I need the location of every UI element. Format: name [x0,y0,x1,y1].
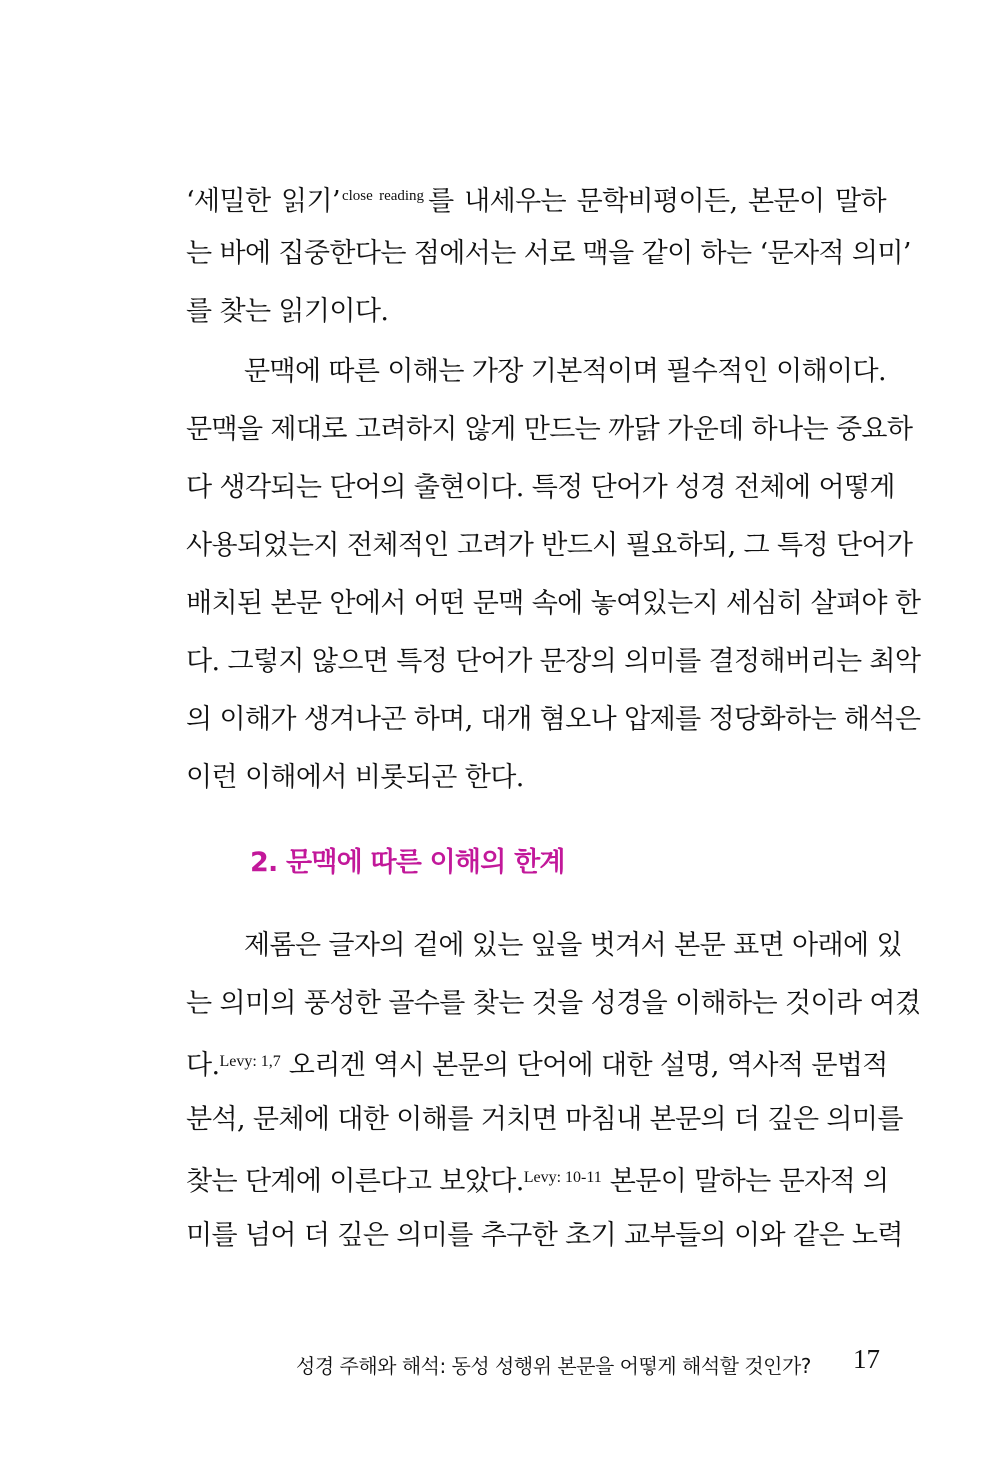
text-line: 다. 그렇지 않으면 특정 단어가 문장의 의미를 결정해버리는 최악 [186,646,921,677]
citation-levy-1-7: Levy: 1,7 [219,1053,281,1070]
text-fragment: 찾는 단계에 이른다고 보았다. [186,1166,524,1197]
paragraph-jerome-origen [186,917,921,1265]
inline-annotation: close reading [341,188,425,204]
text-line: 다 생각되는 단어의 출현이다. 특정 단어가 성경 전체에 어떻게 [186,472,895,503]
text-line: 사용되었는지 전체적인 고려가 반드시 필요하되, 그 특정 단어가 [186,530,913,561]
paragraph-context-understanding [186,343,921,807]
paragraph-close-reading [186,167,911,341]
text-line: 문맥에 따른 이해는 가장 기본적이며 필수적인 이해이다. [244,356,886,387]
text-line: 는 의미의 풍성한 골수를 찾는 것을 성경을 이해하는 것이라 여겼 [186,988,921,1019]
text-fragment: ‘세밀한 읽기’ [186,186,340,217]
text-line [186,167,886,225]
text-line: 이런 이해에서 비롯되곤 한다. [186,762,524,793]
text-line: 분석, 문체에 대한 이해를 거치면 마침내 본문의 더 깊은 의미를 [186,1104,903,1135]
page-footer [296,1346,886,1380]
text-line: 의 이해가 생겨나곤 하며, 대개 혐오나 압제를 정당화하는 해석은 [186,704,921,735]
text-line: 배치된 본문 안에서 어떤 문맥 속에 놓여있는지 세심히 살펴야 한 [186,588,921,619]
text-fragment: 오리겐 역시 본문의 단어에 대한 설명, 역사적 문법적 [288,1050,888,1081]
text-line [186,1033,886,1091]
text-line: 는 바에 집중한다는 점에서는 서로 맥을 같이 하는 ‘문자적 의미’ [186,238,911,269]
text-fragment: 를 내세우는 문학비평이든, 본문이 말하 [428,186,886,217]
text-fragment: 본문이 말하는 문자적 의 [609,1166,889,1197]
text-line: 미를 넘어 더 깊은 의미를 추구한 초기 교부들의 이와 같은 노력 [186,1220,903,1251]
text-fragment: 다. [186,1050,220,1081]
text-line: 를 찾는 읽기이다. [186,296,389,327]
running-title: 성경 주해와 해석: 동성 성행위 본문을 어떻게 해석할 것인가? [296,1354,811,1378]
text-line: 제롬은 글자의 겉에 있는 잎을 벗겨서 본문 표면 아래에 있 [244,930,902,961]
text-line: 문맥을 제대로 고려하지 않게 만드는 까닭 가운데 하나는 중요하 [186,414,913,445]
citation-levy-10-11: Levy: 10-11 [523,1169,602,1186]
page-number: 17 [853,1344,880,1374]
text-line [186,1149,889,1207]
section-heading: 2. 문맥에 따른 이해의 한계 [250,847,565,878]
